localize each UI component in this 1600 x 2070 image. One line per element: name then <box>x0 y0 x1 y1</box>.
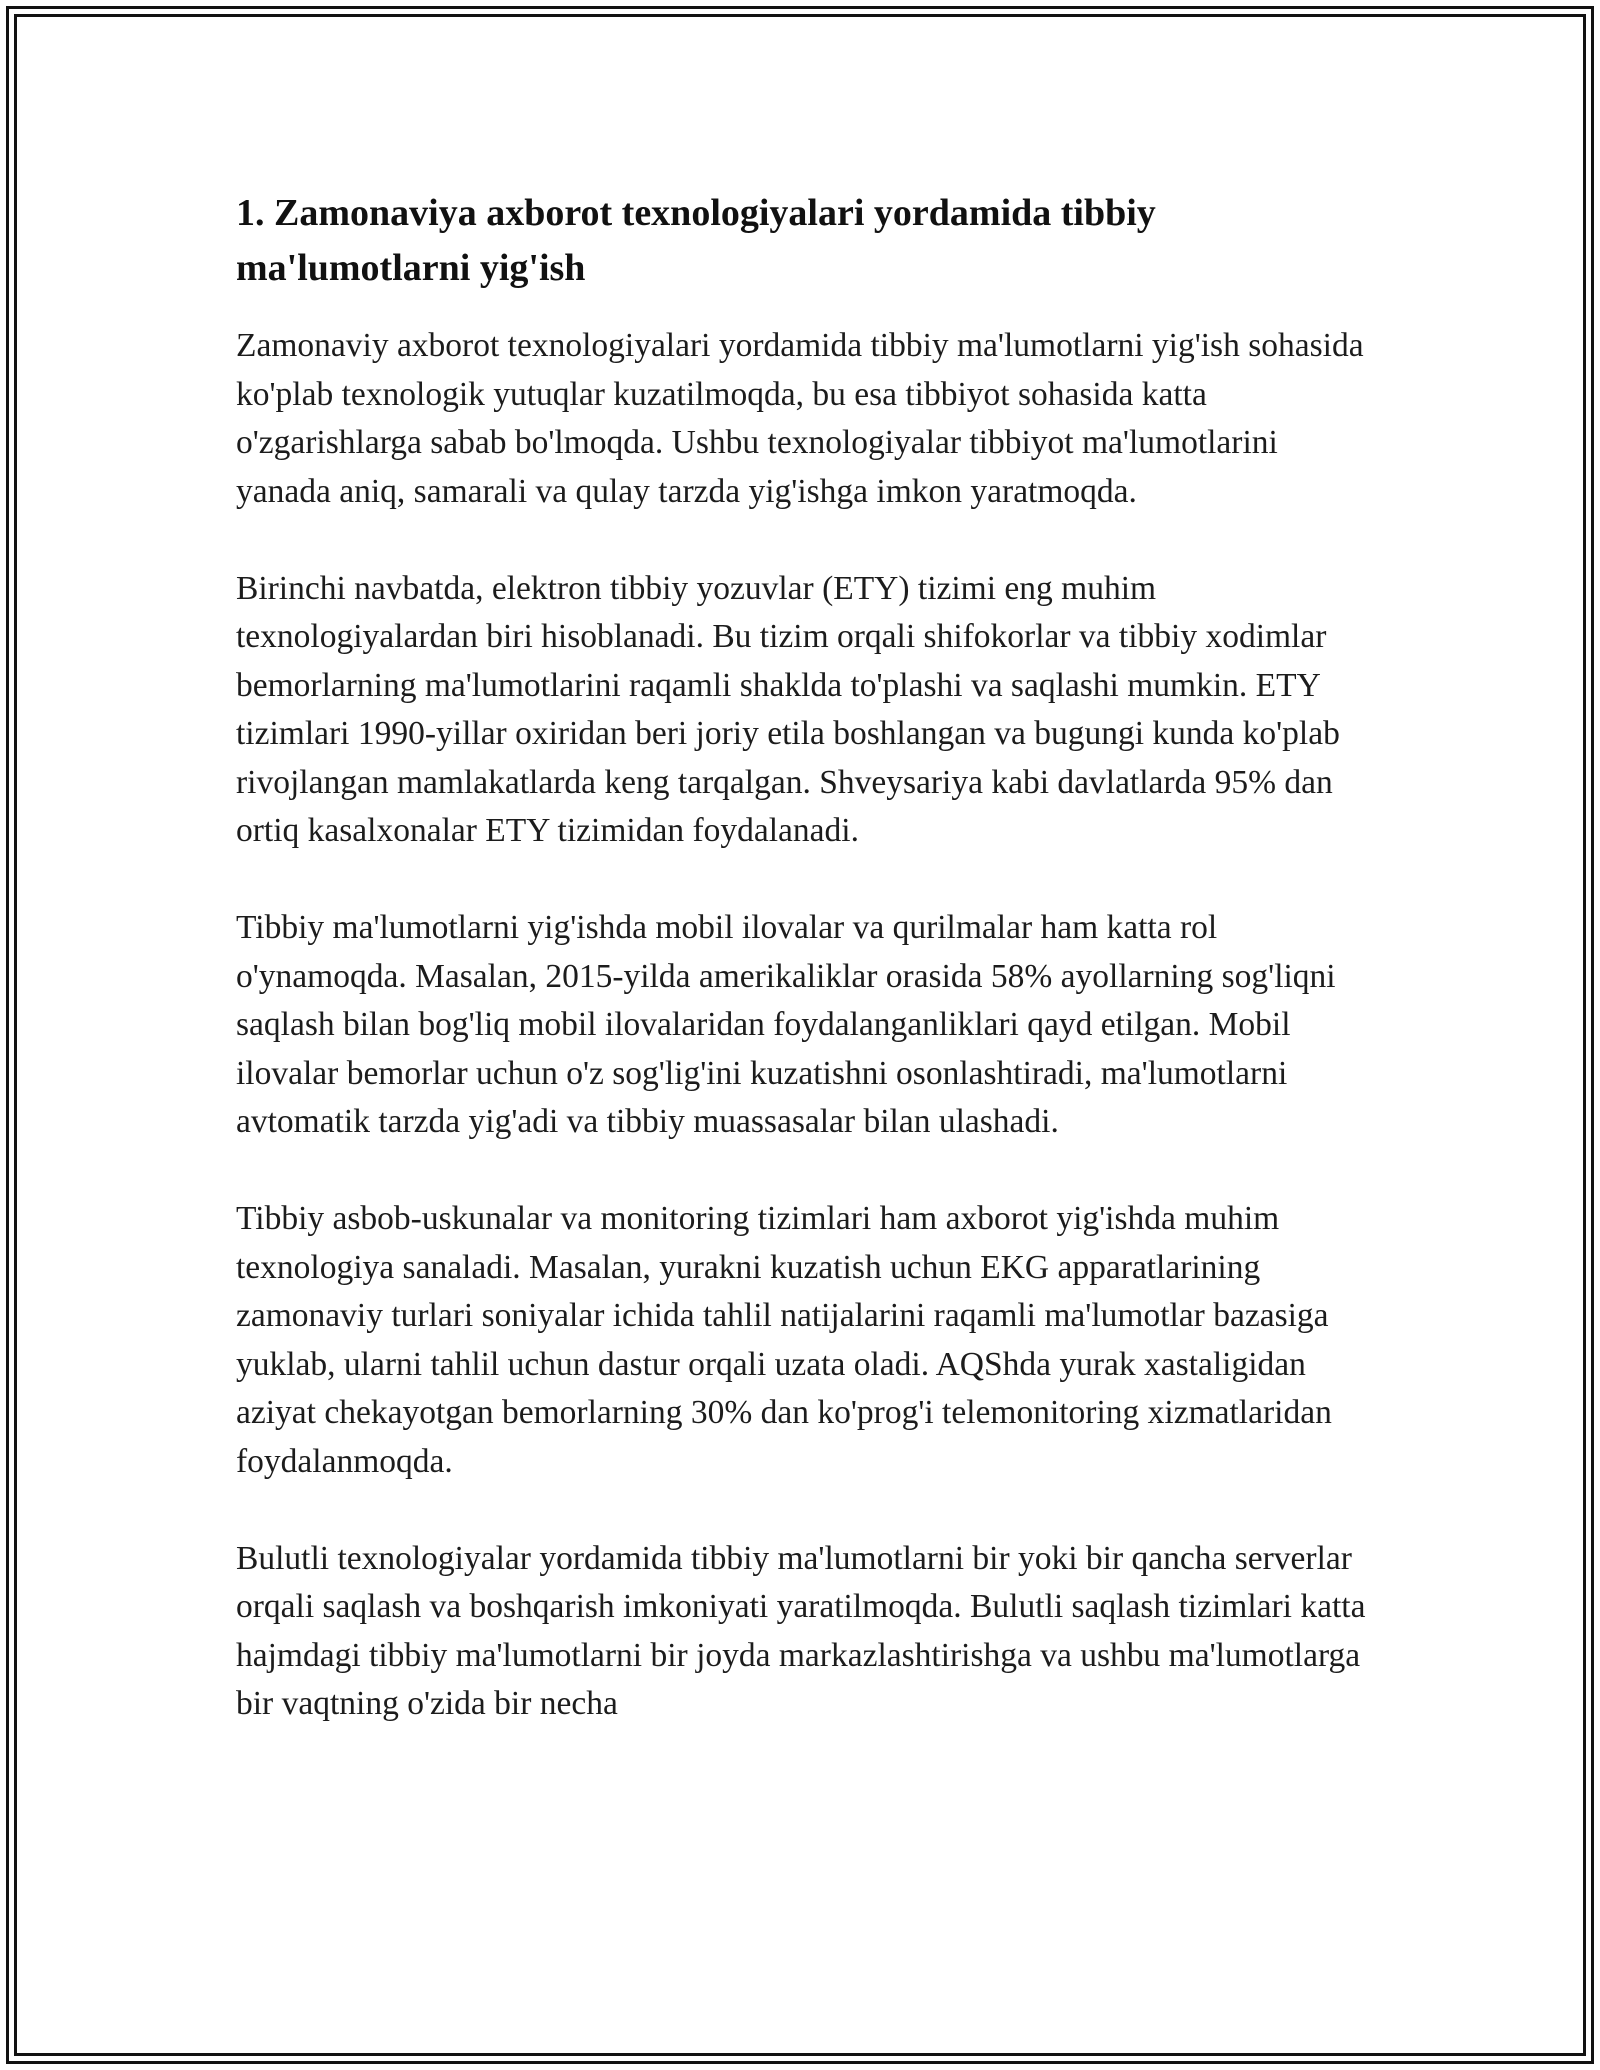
document-body <box>236 186 1366 1777</box>
paragraph-electronic-records: Birinchi navbatda, elektron tibbiy yozuvlar (ETY) tizimi eng muhim texnologiyalardan biri hisoblanadi. Bu tizim orqali shifokorlar va tibbiy xodimlar bemorlarning ma'lumotlarini raqamli shaklda to'plashi va saqlashi mumkin. ETY tizimlari 1990-yillar oxiridan beri joriy etila boshlangan va bugungi kunda ko'plab rivojlangan mamlakatlarda keng tarqalgan. Shveysariya kabi davlatlarda 95% dan ortiq kasalxonalar ETY tizimidan foydalanadi. <box>236 569 1340 849</box>
section-heading: 1. Zamonaviya axborot texnologiyalari yordamida tibbiy ma'lumotlarni yig'ish <box>236 192 1156 289</box>
paragraph-monitoring-systems: Tibbiy asbob-uskunalar va monitoring tizimlari ham axborot yig'ishda muhim texnologiya sanaladi. Masalan, yurakni kuzatish uchun EKG apparatlarining zamonaviy turlari soniyalar ichida tahlil natijalarini raqamli ma'lumotlar bazasiga yuklab, ularni tahlil uchun dastur orqali uzata oladi. AQShda yurak xastaligidan aziyat chekayotgan bemorlarning 30% dan ko'prog'i telemonitoring xizmatlaridan foydalanmoqda. <box>236 1200 1332 1480</box>
paragraph-mobile-apps: Tibbiy ma'lumotlarni yig'ishda mobil ilovalar va qurilmalar ham katta rol o'ynamoqda. Masalan, 2015-yilda amerikaliklar orasida 58% ayollarning sog'liqni saqlash bilan bog'liq mobil ilovalaridan foydalanganliklari qayd etilgan. Mobil ilovalar bemorlar uchun o'z sog'lig'ini kuzatishni osonlashtiradi, ma'lumotlarni avtomatik tarzda yig'adi va tibbiy muassasalar bilan ulashadi. <box>236 909 1336 1140</box>
paragraph-intro: Zamonaviy axborot texnologiyalari yordamida tibbiy ma'lumotlarni yig'ish sohasida ko'plab texnologik yutuqlar kuzatilmoqda, bu esa tibbiyot sohasida katta o'zgarishlarga sabab bo'lmoqda. Ushbu texnologiyalar tibbiyot ma'lumotlarini yanada aniq, samarali va qulay tarzda yig'ishga imkon yaratmoqda. <box>236 327 1364 510</box>
paragraph-cloud-technologies: Bulutli texnologiyalar yordamida tibbiy ma'lumotlarni bir yoki bir qancha serverlar orqali saqlash va boshqarish imkoniyati yaratilmoqda. Bulutli saqlash tizimlari katta hajmdagi tibbiy ma'lumotlarni bir joyda markazlashtirishga va ushbu ma'lumotlarga bir vaqtning o'zida bir necha <box>236 1539 1366 1722</box>
